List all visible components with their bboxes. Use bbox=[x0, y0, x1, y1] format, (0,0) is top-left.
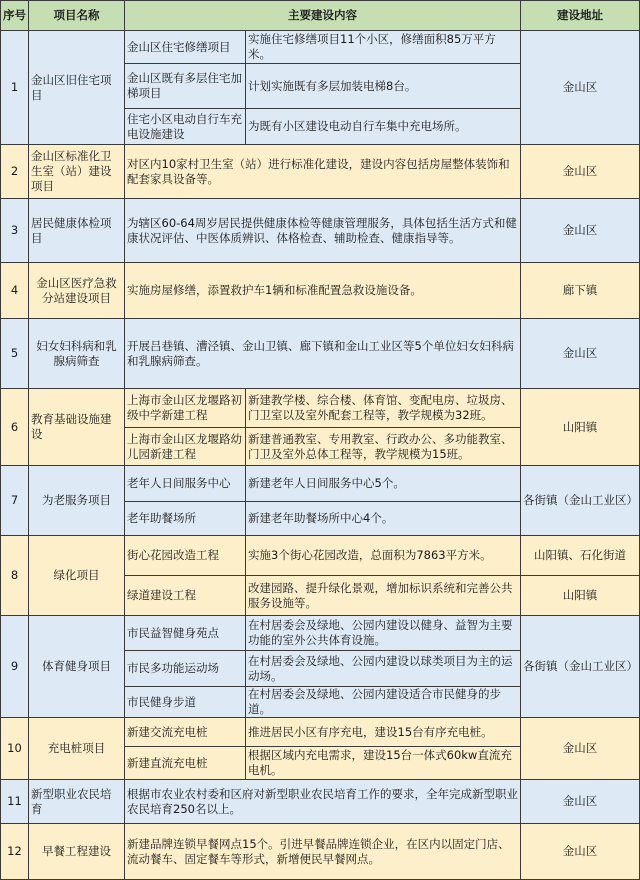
project-name: 金山区医疗急救分站建设项目 bbox=[29, 263, 125, 319]
subproject-content: 在村居委会及绿地、公园内建设以健身、益智为主要功能的室外公共体育设施。 bbox=[246, 616, 521, 651]
project-name: 金山区旧住宅项目 bbox=[29, 31, 125, 145]
project-location: 各街镇（金山工业区） bbox=[521, 616, 640, 718]
project-name: 充电桩项目 bbox=[29, 718, 125, 780]
project-content: 新建品牌连锁早餐网点15个。引进早餐品牌连锁企业，在区内以固定门店、流动餐车、固定餐车等形式，新增便民早餐网点。 bbox=[125, 824, 521, 880]
project-content: 对区内10家村卫生室（站）进行标准化建设，建设内容包括房屋整体装饰和配套家具设备等。 bbox=[125, 145, 521, 199]
row-index: 8 bbox=[1, 536, 29, 616]
table-row bbox=[1, 145, 640, 199]
project-name: 绿化项目 bbox=[29, 536, 125, 616]
subproject-content: 实施3个街心花园改造，总面积为7863平方米。 bbox=[246, 536, 521, 576]
table-row bbox=[1, 389, 640, 428]
subproject-name: 金山区既有多层住宅加梯项目 bbox=[125, 64, 246, 109]
table-row bbox=[1, 536, 640, 576]
row-index: 7 bbox=[1, 466, 29, 536]
subproject-location: 山阳镇 bbox=[521, 576, 640, 616]
subproject-name: 老年人日间服务中心 bbox=[125, 466, 246, 502]
table-row bbox=[1, 263, 640, 319]
subproject-name: 新建直流充电桩 bbox=[125, 747, 246, 780]
table-row bbox=[1, 319, 640, 389]
table-row bbox=[1, 31, 640, 64]
project-location: 廊下镇 bbox=[521, 263, 640, 319]
row-index: 6 bbox=[1, 389, 29, 466]
row-index: 2 bbox=[1, 145, 29, 199]
project-location: 金山区 bbox=[521, 319, 640, 389]
subproject-name: 上海市金山区龙堰路幼儿园新建工程 bbox=[125, 428, 246, 466]
table-row bbox=[1, 718, 640, 747]
subproject-content: 实施住宅修缮项目11个小区，修缮面积85万平方米。 bbox=[246, 31, 521, 64]
row-index: 4 bbox=[1, 263, 29, 319]
project-location: 山阳镇 bbox=[521, 389, 640, 466]
row-index: 3 bbox=[1, 199, 29, 263]
project-name: 教育基础设施建设 bbox=[29, 389, 125, 466]
header-main-content: 主要建设内容 bbox=[125, 1, 521, 31]
project-name: 早餐工程建设 bbox=[29, 824, 125, 880]
header-location: 建设地址 bbox=[521, 1, 640, 31]
subproject-location: 山阳镇、石化街道 bbox=[521, 536, 640, 576]
subproject-content: 改建园路、提升绿化景观，增加标识系统和完善公共服务设施等。 bbox=[246, 576, 521, 616]
project-name: 居民健康体检项目 bbox=[29, 199, 125, 263]
project-location: 金山区 bbox=[521, 780, 640, 824]
project-location: 各街镇（金山工业区） bbox=[521, 466, 640, 536]
project-content: 为辖区60-64周岁居民提供健康体检等健康管理服务，具体包括生活方式和健康状况评估、中医体质辨识、体格检查、辅助检查、健康指导等。 bbox=[125, 199, 521, 263]
table-header-row bbox=[1, 1, 640, 31]
subproject-name: 金山区住宅修缮项目 bbox=[125, 31, 246, 64]
row-index: 5 bbox=[1, 319, 29, 389]
project-location: 金山区 bbox=[521, 199, 640, 263]
row-index: 1 bbox=[1, 31, 29, 145]
subproject-name: 绿道建设工程 bbox=[125, 576, 246, 616]
subproject-content: 在村居委会及绿地、公园内建设适合市民健身的步道。 bbox=[246, 687, 521, 718]
subproject-name: 老年助餐场所 bbox=[125, 502, 246, 536]
project-location: 金山区 bbox=[521, 824, 640, 880]
project-name: 为老服务项目 bbox=[29, 466, 125, 536]
row-index: 10 bbox=[1, 718, 29, 780]
subproject-content: 在村居委会及绿地、公园内建设以球类项目为主的运动场。 bbox=[246, 651, 521, 687]
subproject-content: 根据区域内充电需求，建设15台一体式60kw直流充电机。 bbox=[246, 747, 521, 780]
subproject-content: 新建老年助餐场所中心4个。 bbox=[246, 502, 521, 536]
subproject-content: 为既有小区建设电动自行车集中充电场所。 bbox=[246, 109, 521, 145]
table-row bbox=[1, 780, 640, 824]
header-project-name: 项目名称 bbox=[29, 1, 125, 31]
subproject-name: 市民多功能运动场 bbox=[125, 651, 246, 687]
header-index: 序号 bbox=[1, 1, 29, 31]
subproject-content: 计划实施既有多层加装电梯8台。 bbox=[246, 64, 521, 109]
subproject-content: 新建教学楼、综合楼、体育馆、变配电房、垃圾房、门卫室以及室外配套工程等，教学规模为32班。 bbox=[246, 389, 521, 428]
subproject-name: 住宅小区电动自行车充电设施建设 bbox=[125, 109, 246, 145]
project-content: 根据市农业农村委和区府对新型职业农民培育工作的要求，全年完成新型职业农民培育250名以上。 bbox=[125, 780, 521, 824]
project-name: 新型职业农民培育 bbox=[29, 780, 125, 824]
project-content: 实施房屋修缮，添置救护车1辆和标准配置急救设施设备。 bbox=[125, 263, 521, 319]
table-row bbox=[1, 466, 640, 502]
subproject-name: 市民健身步道 bbox=[125, 687, 246, 718]
project-name: 体育健身项目 bbox=[29, 616, 125, 718]
row-index: 9 bbox=[1, 616, 29, 718]
project-location: 金山区 bbox=[521, 31, 640, 145]
subproject-name: 新建交流充电桩 bbox=[125, 718, 246, 747]
project-name: 妇女妇科病和乳腺病筛查 bbox=[29, 319, 125, 389]
subproject-content: 新建普通教室、专用教室、行政办公、多功能教室、门卫及室外总体工程等，教学规模为15班。 bbox=[246, 428, 521, 466]
subproject-name: 市民益智健身苑点 bbox=[125, 616, 246, 651]
subproject-content: 推进居民小区有序充电，建设15台有序充电桩。 bbox=[246, 718, 521, 747]
project-location: 金山区 bbox=[521, 718, 640, 780]
project-location: 金山区 bbox=[521, 145, 640, 199]
subproject-name: 街心花园改造工程 bbox=[125, 536, 246, 576]
project-content: 开展吕巷镇、漕泾镇、金山卫镇、廊下镇和金山工业区等5个单位妇女妇科病和乳腺病筛查。 bbox=[125, 319, 521, 389]
table-row bbox=[1, 616, 640, 651]
table-row bbox=[1, 824, 640, 880]
row-index: 11 bbox=[1, 780, 29, 824]
project-name: 金山区标准化卫生室（站）建设项目 bbox=[29, 145, 125, 199]
row-index: 12 bbox=[1, 824, 29, 880]
subproject-name: 上海市金山区龙堰路初级中学新建工程 bbox=[125, 389, 246, 428]
table-row bbox=[1, 199, 640, 263]
subproject-content: 新建老年人日间服务中心5个。 bbox=[246, 466, 521, 502]
